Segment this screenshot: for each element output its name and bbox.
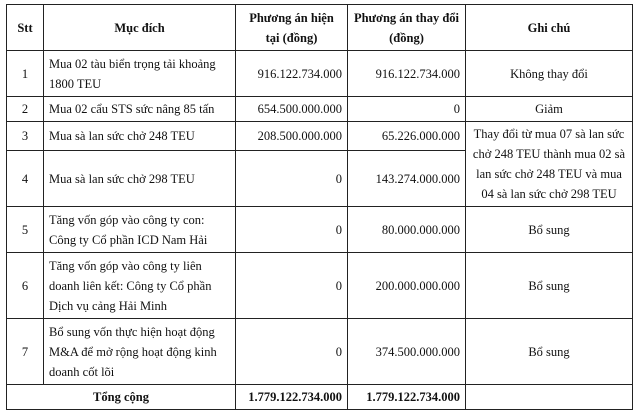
row-current-amount: 0 — [236, 253, 348, 319]
header-changed-plan: Phương án thay đổi (đồng) — [348, 5, 466, 51]
header-note: Ghi chú — [466, 5, 633, 51]
row-changed-amount: 374.500.000.000 — [348, 319, 466, 385]
row-changed-amount: 0 — [348, 97, 466, 122]
row-changed-amount: 916.122.734.000 — [348, 51, 466, 97]
table-row — [7, 97, 633, 122]
table-row — [7, 122, 633, 151]
table-header-row — [7, 5, 633, 51]
total-changed-amount: 1.779.122.734.000 — [348, 385, 466, 410]
row-changed-amount: 200.000.000.000 — [348, 253, 466, 319]
row-purpose: Bổ sung vốn thực hiện hoạt động M&A để mở rộng hoạt động kinh doanh cốt lõi — [44, 319, 236, 385]
row-current-amount: 0 — [236, 319, 348, 385]
row-purpose: Mua sà lan sức chở 298 TEU — [44, 151, 236, 207]
row-current-amount: 208.500.000.000 — [236, 122, 348, 151]
row-purpose: Tăng vốn góp vào công ty con: Công ty Cổ phần ICD Nam Hải — [44, 207, 236, 253]
row-note-merged: Thay đổi từ mua 07 sà lan sức chở 248 TEU thành mua 02 sà lan sức chở 248 TEU và mua 04 sà lan sức chở 298 TEU — [466, 122, 633, 207]
row-changed-amount: 80.000.000.000 — [348, 207, 466, 253]
row-current-amount: 0 — [236, 151, 348, 207]
row-note: Bổ sung — [466, 207, 633, 253]
total-row — [7, 385, 633, 410]
header-purpose: Mục đích — [44, 5, 236, 51]
row-current-amount: 0 — [236, 207, 348, 253]
total-note-empty — [466, 385, 633, 410]
row-current-amount: 654.500.000.000 — [236, 97, 348, 122]
row-purpose: Tăng vốn góp vào công ty liên doanh liên kết: Công ty Cổ phần Dịch vụ cảng Hải Minh — [44, 253, 236, 319]
table-row — [7, 253, 633, 319]
row-stt: 2 — [7, 97, 44, 122]
row-note: Bổ sung — [466, 319, 633, 385]
row-purpose: Mua 02 tàu biển trọng tải khoảng 1800 TEU — [44, 51, 236, 97]
header-stt: Stt — [7, 5, 44, 51]
row-changed-amount: 65.226.000.000 — [348, 122, 466, 151]
row-changed-amount: 143.274.000.000 — [348, 151, 466, 207]
row-stt: 1 — [7, 51, 44, 97]
header-current-plan: Phương án hiện tại (đồng) — [236, 5, 348, 51]
table-row — [7, 51, 633, 97]
row-stt: 7 — [7, 319, 44, 385]
total-label: Tổng cộng — [7, 385, 236, 410]
row-stt: 5 — [7, 207, 44, 253]
row-note: Không thay đổi — [466, 51, 633, 97]
row-note: Giảm — [466, 97, 633, 122]
table-row — [7, 319, 633, 385]
table-row — [7, 207, 633, 253]
row-current-amount: 916.122.734.000 — [236, 51, 348, 97]
row-purpose: Mua 02 cẩu STS sức nâng 85 tấn — [44, 97, 236, 122]
row-stt: 6 — [7, 253, 44, 319]
row-stt: 4 — [7, 151, 44, 207]
row-stt: 3 — [7, 122, 44, 151]
capital-plan-table — [6, 4, 633, 410]
total-current-amount: 1.779.122.734.000 — [236, 385, 348, 410]
row-note: Bổ sung — [466, 253, 633, 319]
row-purpose: Mua sà lan sức chở 248 TEU — [44, 122, 236, 151]
